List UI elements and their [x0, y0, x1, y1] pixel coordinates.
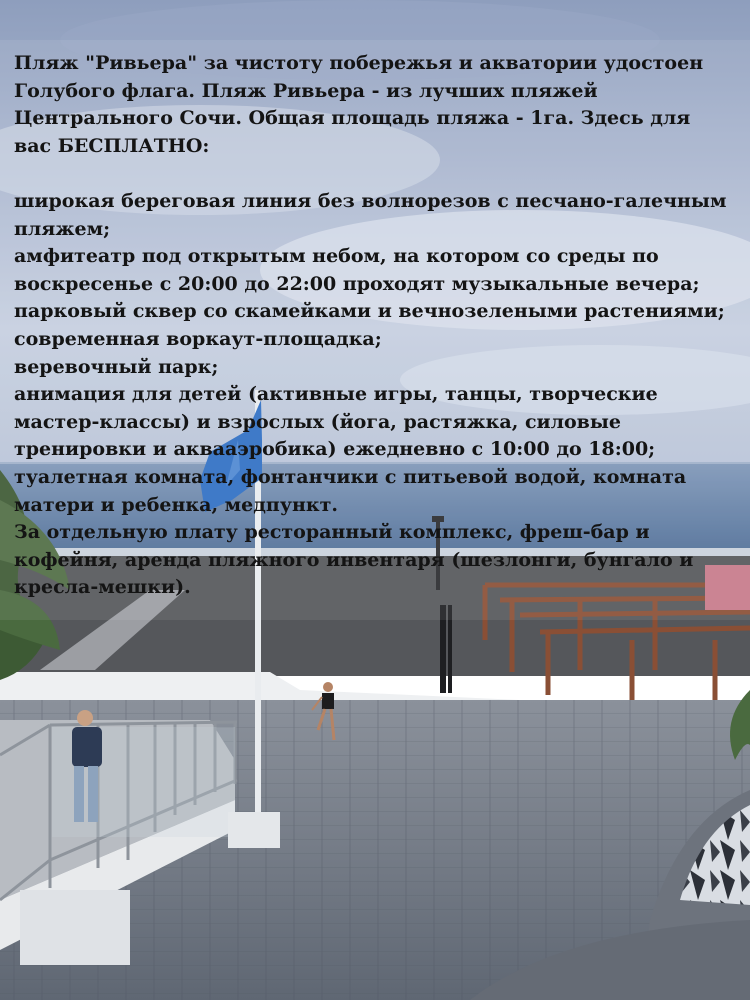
flagpole-base [228, 812, 280, 848]
beach-description: Пляж "Ривьера" за чистоту побережья и акватории удостоен Голубого флага. Пляж Ривьера - из лучших пляжей Центрального Сочи. Общая площадь пляжа - 1га. Здесь для вас БЕСПЛАТНО: широкая береговая линия без волнорезов с песчано-галечным пляжем; амфитеатр под открытым небом, на котором со среды по воскресенье с 20:00 до 22:00 проходят музыкальные вечера; парковый сквер со скамейками и вечнозелеными растениями; современная воркаут-площадка; веревочный парк; анимация для детей (активные игры, танцы, творческие мастер-классы) и взрослых (йога, растяжка, силовые тренировки и аквааэробика) ежедневно с 10:00 до 18:00; туалетная комната, фонтанчики с питьевой водой, комната матери и ребенка, медпункт. За отдельную плату ресторанный комплекс, фреш-бар и кофейня, аренда пляжного инвентаря (шезлонги, бунгало и кресла-мешки). [14, 52, 727, 599]
